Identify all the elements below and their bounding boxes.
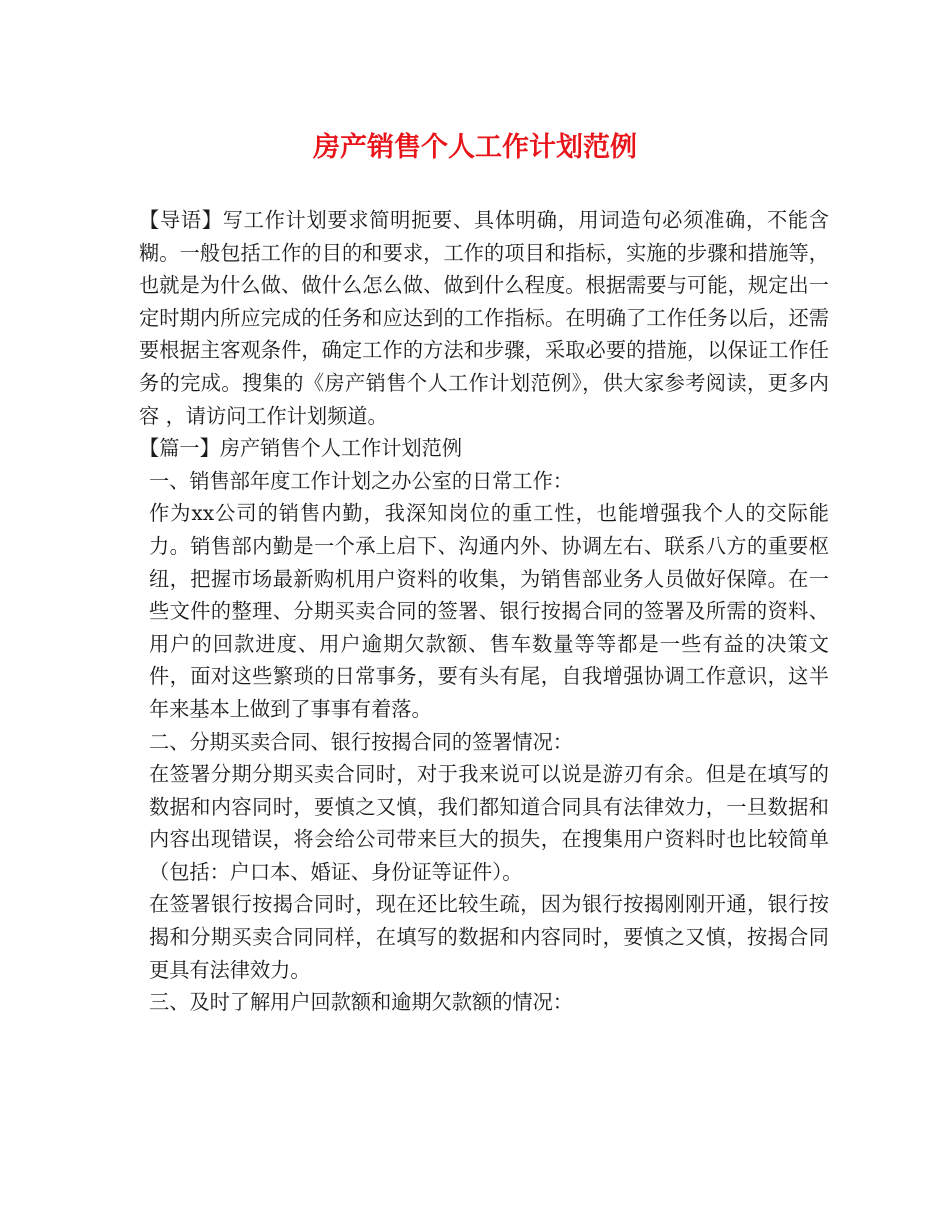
paragraph-daily-work: 作为xx公司的销售内勤，我深知岗位的重工性，也能增强我个人的交际能力。销售部内勤是一个承上启下、沟通内外、协调左右、联系八方的重要枢纽，把握市场最新购机用户资料的收集，为销售部业务人员做好保障。在一些文件的整理、分期买卖合同的签署、银行按揭合同的签署及所需的资料、用户的回款进度、用户逾期欠款额、售车数量等等都是一些有益的决策文件，面对这些繁琐的日常事务，要有头有尾，自我增强协调工作意识，这半年来基本上做到了事事有着落。 — [149, 501, 829, 721]
intro-paragraph: 【导语】写工作计划要求简明扼要、具体明确，用词造句必须准确，不能含糊。一般包括工作的目的和要求，工作的项目和指标，实施的步骤和措施等，也就是为什么做、做什么怎么做、做到什么程度。根据需要与可能，规定出一定时期内所应完成的任务和应达到的工作指标。在明确了工作任务以后，还需要根据主客观条件，确定工作的方法和步骤，采取必要的措施，以保证工作任务的完成。搜集的《房产销售个人工作计划范例》，供大家参考阅读，更多内容 ，请访问工作计划频道。 — [139, 208, 829, 428]
document-title: 房产销售个人工作计划范例 — [313, 132, 637, 163]
document-body — [139, 204, 829, 1019]
subheading-contracts: 二、分期买卖合同、银行按揭合同的签署情况： — [149, 729, 573, 754]
paragraph-installment-contract: 在签署分期分期买卖合同时，对于我来说可以说是游刃有余。但是在填写的数据和内容同时，要慎之又慎，我们都知道合同具有法律效力，一旦数据和内容出现错误，将会给公司带来巨大的损失，在搜集用户资料时也比较简单（包括：户口本、婚证、身份证等证件）。 — [149, 762, 829, 884]
subheading-payments: 三、及时了解用户回款额和逾期欠款额的情况： — [149, 990, 573, 1015]
section-heading-part-one: 【篇一】房产销售个人工作计划范例 — [139, 436, 463, 461]
paragraph-mortgage-contract: 在签署银行按揭合同时，现在还比较生疏，因为银行按揭刚刚开通，银行按揭和分期买卖合同同样，在填写的数据和内容同时，要慎之又慎，按揭合同更具有法律效力。 — [149, 892, 829, 982]
subheading-daily-work: 一、销售部年度工作计划之办公室的日常工作： — [149, 468, 573, 493]
